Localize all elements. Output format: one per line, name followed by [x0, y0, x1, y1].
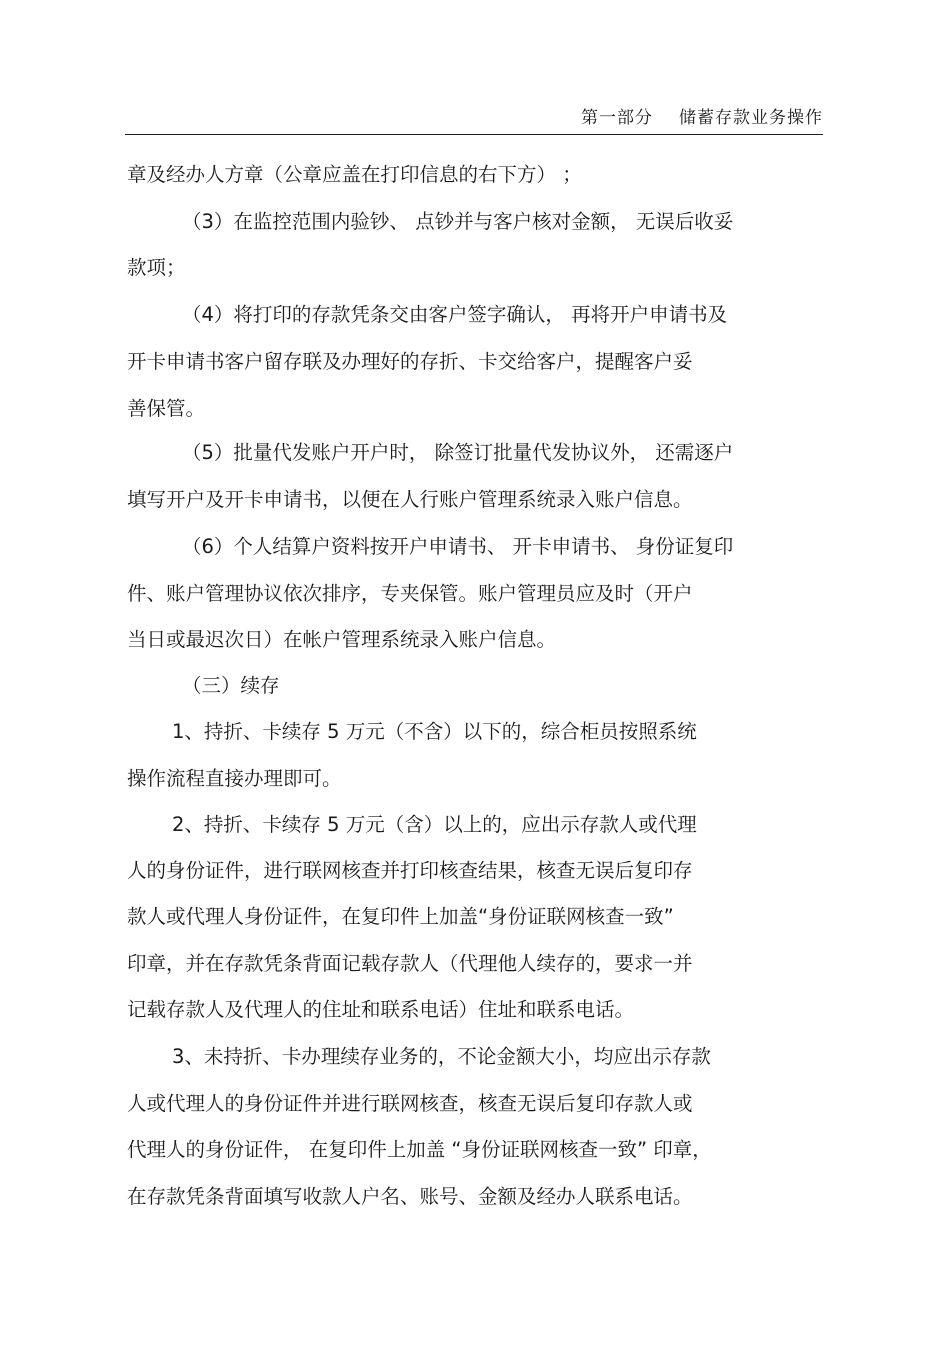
- page-header: [125, 103, 823, 128]
- text-line: 开卡申请书客户留存联及办理好的存折、卡交给客户，提醒客户妥: [127, 350, 693, 373]
- text-line: 2、持折、卡续存 5 万元（含）以上的，应出示存款人或代理: [172, 813, 697, 836]
- text-line: 当日或最迟次日）在帐户管理系统录入账户信息。: [127, 628, 557, 651]
- text-line: 记载存款人及代理人的住址和联系电话）住址和联系电话。: [127, 998, 635, 1021]
- text-line: （三）续存: [182, 674, 280, 697]
- text-line: 1、持折、卡续存 5 万元（不含）以下的，综合柜员按照系统: [172, 720, 697, 743]
- text-line: 代理人的身份证件， 在复印件上加盖 “身份证联网核查一致” 印章，: [127, 1138, 712, 1161]
- text-line: 3、未持折、卡办理续存业务的，不论金额大小，均应出示存款: [172, 1045, 711, 1068]
- text-line: 人或代理人的身份证件并进行联网核查，核查无误后复印存款人或: [127, 1092, 693, 1115]
- text-line: 款人或代理人身份证件，在复印件上加盖“身份证联网核查一致”: [127, 905, 674, 928]
- text-line: 款项；: [127, 256, 186, 279]
- header-title: 储蓄存款业务操作: [679, 108, 823, 128]
- header-part: 第一部分: [581, 108, 653, 128]
- text-line: 人的身份证件，进行联网核查并打印核查结果，核查无误后复印存: [127, 859, 693, 882]
- text-line: 件、账户管理协议依次排序，专夹保管。账户管理员应及时（开户: [127, 582, 693, 605]
- text-line: （5）批量代发账户开户时， 除签订批量代发协议外， 还需逐户: [182, 441, 734, 464]
- text-line: 在存款凭条背面填写收款人户名、账号、金额及经办人联系电话。: [127, 1185, 693, 1208]
- header-rule: [125, 134, 823, 135]
- text-line: （3）在监控范围内验钞、 点钞并与客户核对金额， 无误后收妥: [182, 210, 734, 233]
- text-line: 章及经办人方章（公章应盖在打印信息的右下方） ；: [127, 163, 582, 186]
- text-line: （6）个人结算户资料按开户申请书、 开卡申请书、 身份证复印: [182, 535, 734, 558]
- text-line: 印章，并在存款凭条背面记载存款人（代理他人续存的，要求一并: [127, 952, 693, 975]
- text-line: 填写开户及开卡申请书，以便在人行账户管理系统录入账户信息。: [127, 488, 693, 511]
- text-line: 善保管。: [127, 397, 206, 420]
- text-line: 操作流程直接办理即可。: [127, 767, 342, 790]
- text-line: （4）将打印的存款凭条交由客户签字确认， 再将开户申请书及: [182, 303, 728, 326]
